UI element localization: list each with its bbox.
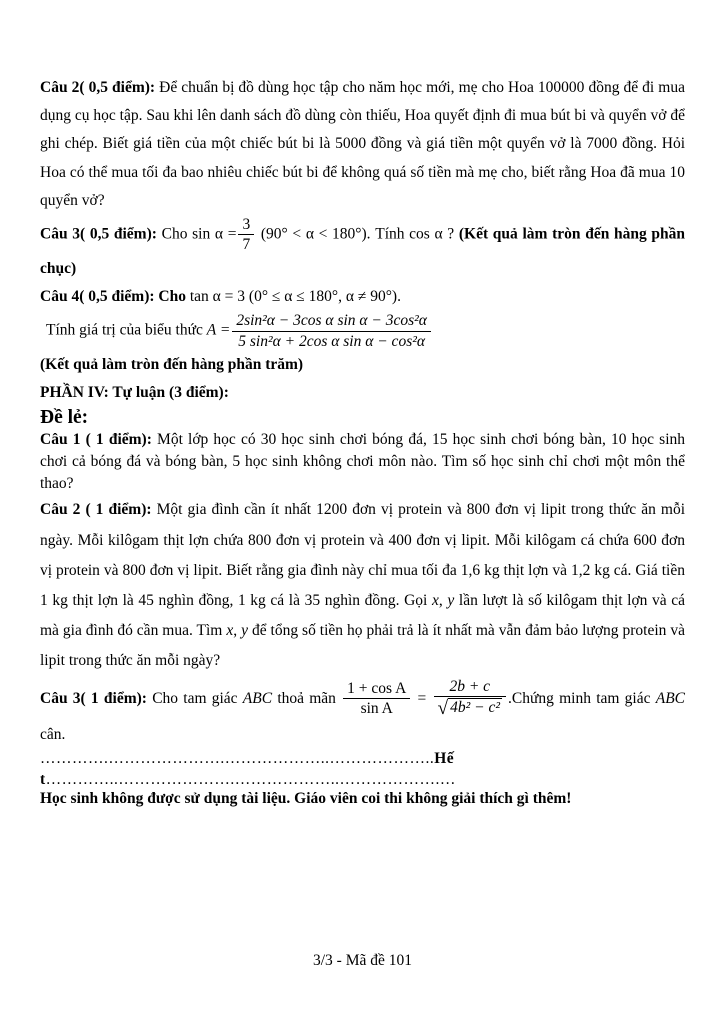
- radical: [437, 698, 503, 720]
- problem-cau3-1d-pre: Cho tam giác: [152, 689, 238, 707]
- fraction-3-7: [238, 215, 254, 255]
- triangle-ABC: ABC: [242, 689, 273, 707]
- het-label: Hết: [40, 750, 455, 788]
- fraction-A: [232, 311, 431, 351]
- fraction-denominator: [434, 696, 507, 721]
- problem-cau4-05-label: Câu 4( 0,5 điểm): Cho: [40, 287, 186, 305]
- part4-heading: PHẦN IV: Tự luận (3 điểm):: [40, 384, 229, 402]
- problem-cau2-1d-label: Câu 2 ( 1 điểm):: [40, 501, 152, 519]
- problem-cau2-05: [40, 74, 685, 215]
- problem-cau2-05-text: Để chuẩn bị đồ dùng học tập cho năm học mới, mẹ cho Hoa 100000 đồng để đi mua dụng cụ học tập. Sau khi lên danh sách đồ dùng còn thiếu, Hoa quyết định đi mua bút bi và quyển vở để ghi chép. Biết giá tiền của một chiếc bút bi là 5000 đồng và giá tiền một quyển vở là 7000 đồng. Hỏi Hoa có thể mua tối đa bao nhiêu chiếc bút bi để không quá số tiền mà mẹ cho, biết rằng Hoa đã mua 10 quyển vở?: [40, 79, 685, 209]
- fraction-numerator: 2b + c: [449, 677, 491, 695]
- fraction-denominator: 7: [238, 234, 254, 254]
- problem-cau3-1d-post: .Chứng minh tam giác: [508, 689, 651, 707]
- fraction-numerator: 2sin²α − 3cos α sin α − 3cos²α: [236, 312, 427, 330]
- dots-right: …………..………………….………………..……………….…: [45, 770, 456, 788]
- problem-cau2-1d-text-3: để tổng số tiền họ phải trả là ít nhất mà vẫn đảm bảo lượng protein và lipit trong thức ăn mỗi ngày?: [40, 622, 685, 670]
- problem-cau2-05-label: Câu 2( 0,5 điểm):: [40, 79, 156, 96]
- problem-cau3-05: [40, 215, 685, 283]
- problem-cau3-1d-tail: cân.: [40, 726, 66, 744]
- problem-cau1-1d: [40, 429, 685, 495]
- de-le-subheading: Đề lẻ:: [40, 407, 89, 429]
- problem-cau1-1d-text: Một lớp học có 30 học sinh chơi bóng đá, 15 học sinh chơi bóng bàn, 10 học sinh chơi cả bóng đá và bóng bàn, 5 học sinh không chơi môn nào. Tìm số học sinh chỉ chơi một môn thể thao?: [40, 431, 686, 493]
- problem-cau2-1d-text-2: lần lượt là số kilôgam thịt lợn và cá mà gia đình đó cần mua. Tìm: [40, 591, 686, 640]
- problem-cau3-05-label: Câu 3( 0,5 điểm):: [40, 225, 157, 243]
- sin-expression: sin α =: [192, 225, 237, 243]
- problem-cau3-1d: [40, 677, 685, 750]
- fraction-denominator: 5 sin²α + 2cos α sin α − cos²α: [232, 331, 431, 351]
- sqrt-icon: √: [437, 698, 449, 720]
- triangle-ABC: ABC: [655, 689, 686, 707]
- rounding-note-tram: (Kết quả làm tròn đến hàng phần trăm): [40, 355, 304, 373]
- problem-cau3-1d-mid: thoả mãn: [277, 689, 336, 707]
- angle-condition: (0° ≤ α ≤ 180°, α ≠ 90°).: [248, 287, 401, 305]
- fraction-denominator: sin A: [343, 698, 410, 718]
- het-divider: [40, 749, 685, 789]
- variable-y: y: [447, 591, 455, 609]
- angle-condition: (90° < α < 180°): [260, 225, 367, 243]
- expression-line: [40, 311, 685, 351]
- fraction-cosA-sinA: [343, 679, 410, 719]
- dots-left: ………….………………….………………..………………..: [40, 750, 435, 768]
- equals-sign: =: [417, 689, 427, 707]
- a-equals: A =: [206, 321, 231, 339]
- tan-expression: tan α = 3: [189, 287, 246, 305]
- problem-cau1-1d-label: Câu 1 ( 1 điểm):: [40, 431, 152, 449]
- variable-x: x: [226, 622, 234, 640]
- problem-cau3-05-cho: Cho: [161, 225, 188, 243]
- problem-cau3-1d-label: Câu 3( 1 điểm):: [40, 689, 147, 707]
- fraction-numerator: 1 + cos A: [347, 680, 407, 698]
- fraction-numerator: 3: [242, 216, 251, 234]
- page-footer: 3/3 - Mã đề 101: [312, 952, 412, 969]
- variable-x: x: [432, 591, 439, 609]
- rounding-note-line: [40, 351, 685, 379]
- variable-y: y: [241, 622, 248, 640]
- rounding-note-chuc: (Kết quả làm tròn đến hàng phần chục): [40, 225, 686, 277]
- problem-cau2-1d-text-1: Một gia đình cần ít nhất 1200 đơn vị protein và 800 đơn vị lipit trong thức ăn mỗi ngày. Mỗi kilôgam thịt lợn chứa 800 đơn vị protein và 400 đơn vị lipit. Mỗi kilôgam cá chứa 600 đơn vị protein và 800 đơn vị lipit. Biết rằng gia đình này chỉ mua tối đa 1,6 kg thịt lợn và 1,2 kg cá. Giá tiền 1 kg thịt lợn là 45 nghìn đồng, 1 kg cá là 35 nghìn đồng. Gọi: [40, 501, 685, 609]
- problem-cau4-05: [40, 283, 685, 311]
- radicand: 4b² − c²: [450, 699, 501, 717]
- fraction-2b-c: [434, 677, 507, 722]
- exam-notice: Học sinh không được sử dụng tài liệu. Giáo viên coi thi không giải thích gì thêm!: [40, 789, 572, 807]
- problem-cau2-1d: [40, 495, 685, 676]
- expression-lead: Tính giá trị của biểu thức: [46, 321, 203, 339]
- comma: ,: [438, 591, 443, 609]
- comma: ,: [233, 622, 238, 640]
- tinh-cos: . Tính cos α ?: [366, 225, 455, 243]
